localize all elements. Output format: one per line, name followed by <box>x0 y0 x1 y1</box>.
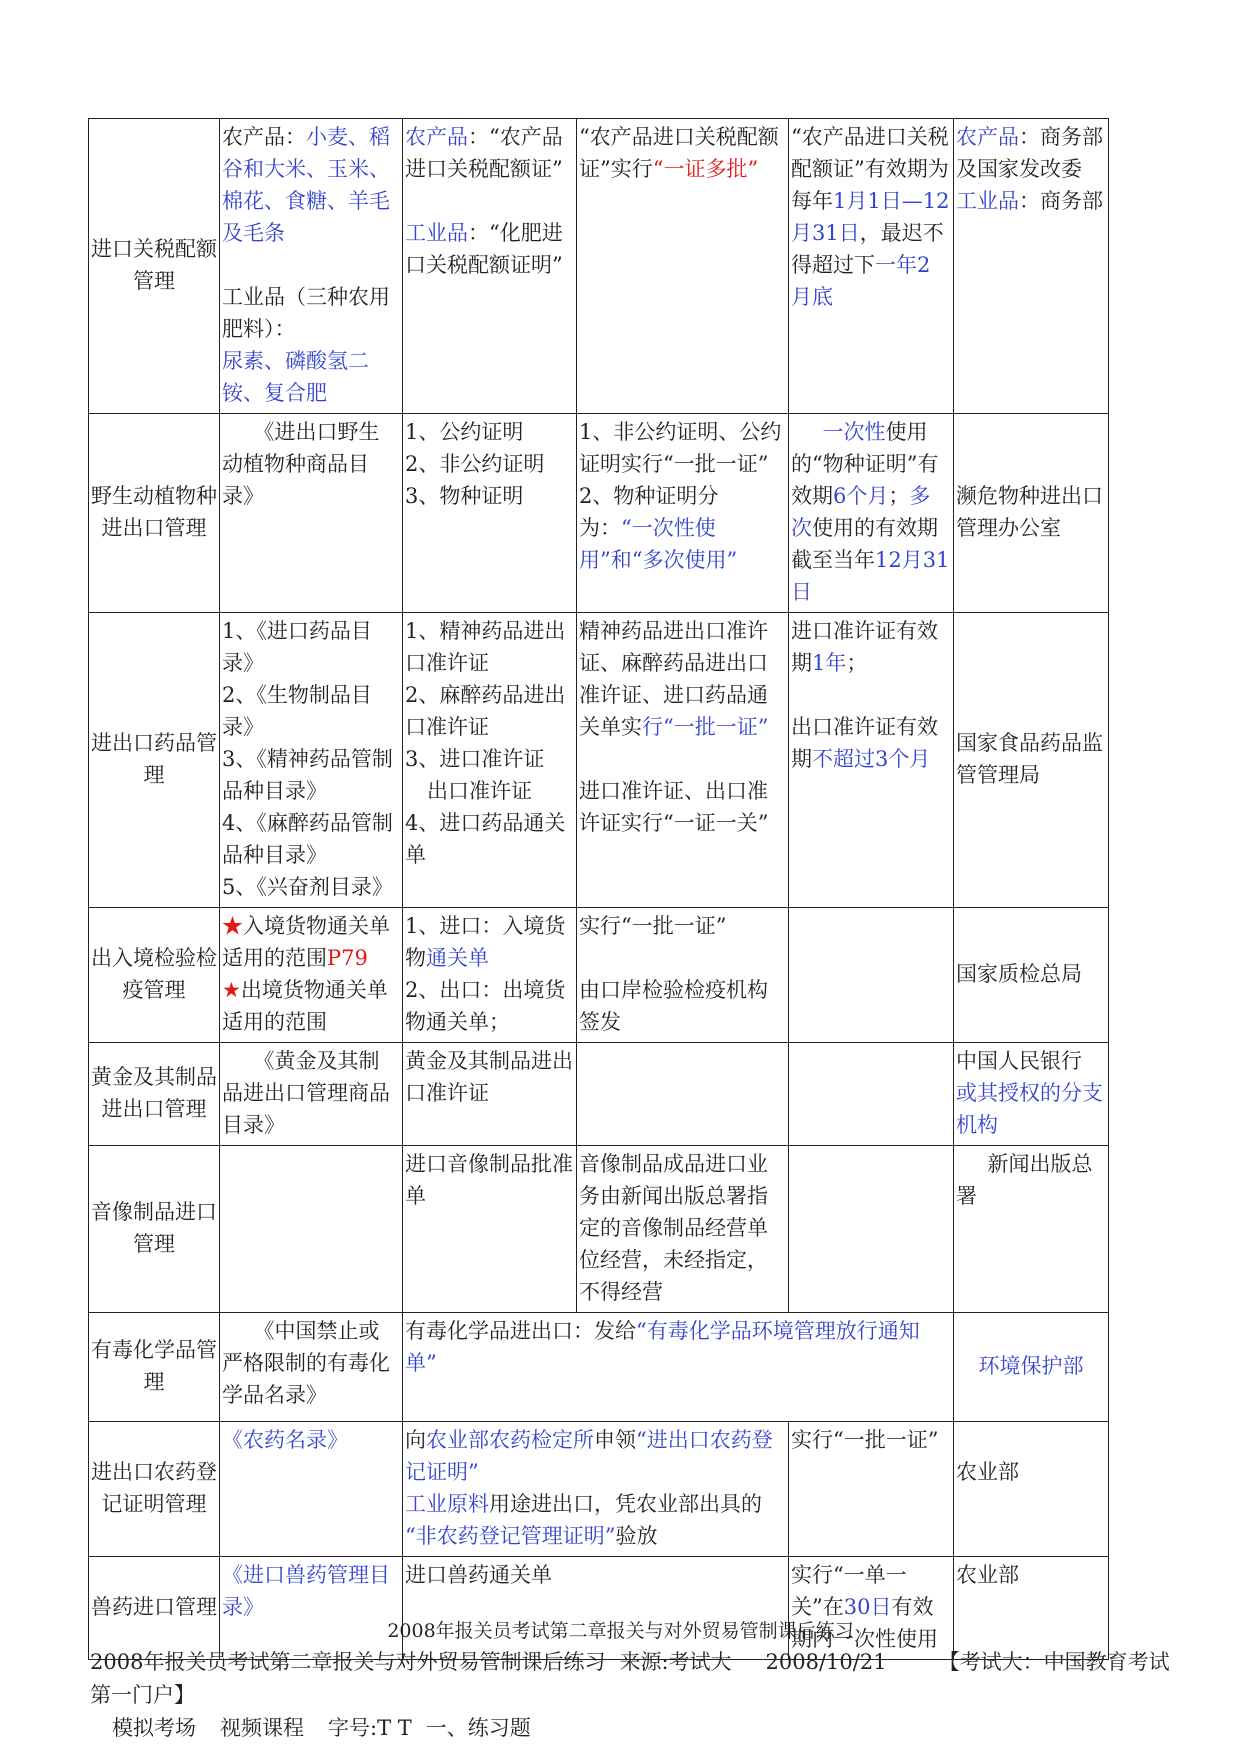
link-mock-exam[interactable]: 模拟考场 <box>112 1716 196 1740</box>
cell-authority: 环境保护部 <box>954 1313 1109 1422</box>
cell-license: 向农业部农药检定所申领“进出口农药登记证明” 工业原料用途进出口，凭农业部出具的 “非农药登记管理证明”验放 <box>403 1422 789 1557</box>
cell-rule: “农产品进口关税配额证”实行“一证多批” <box>577 119 789 414</box>
row-header: 进出口农药登记证明管理 <box>89 1422 220 1557</box>
cell-authority: 新闻出版总署 <box>954 1146 1109 1313</box>
cell-authority: 农产品：商务部及国家发改委 工业品：商务部 <box>954 119 1109 414</box>
row-header: 出入境检验检疫管理 <box>89 908 220 1043</box>
cell-rule: 音像制品成品进口业务由新闻出版总署指定的音像制品经营单位经营，未经指定，不得经营 <box>577 1146 789 1313</box>
table-row <box>89 119 1109 414</box>
cell-catalog: 《农药名录》 <box>220 1422 403 1557</box>
trade-control-table <box>88 118 1109 1660</box>
cell-license: 1、公约证明 2、非公约证明 3、物种证明 <box>403 414 577 613</box>
cell-catalog: 1、《进口药品目录》 2、《生物制品目录》 3、《精神药品管制品种目录》 4、《麻醉药品管制品种目录》 5、《兴奋剂目录》 <box>220 613 403 908</box>
article-title: 2008年报关员考试第二章报关与对外贸易管制课后练习 <box>90 1650 606 1674</box>
cell-authority: 濒危物种进出口管理办公室 <box>954 414 1109 613</box>
article-footer <box>90 1646 1190 1745</box>
cell-catalog <box>220 1146 403 1313</box>
cell-validity: 进口准许证有效期1年； 出口准许证有效期不超过3个月 <box>789 613 954 908</box>
article-source: 来源:考试大 <box>619 1650 732 1674</box>
cell-validity: 实行“一单一关”在30日有效期内一次性使用 <box>789 1557 954 1660</box>
cell-license: 农产品：“农产品进口关税配额证” 工业品：“化肥进口关税配额证明” <box>403 119 577 414</box>
cell-license: 进口音像制品批准单 <box>403 1146 577 1313</box>
cell-rule: 实行“一批一证” 由口岸检验检疫机构签发 <box>577 908 789 1043</box>
row-header: 音像制品进口管理 <box>89 1146 220 1313</box>
table-row <box>89 414 1109 613</box>
cell-license: 1、精神药品进出口准许证 2、麻醉药品进出口准许证 3、进口准许证 出口准许证 4、进口药品通关单 <box>403 613 577 908</box>
cell-catalog: 《黄金及其制品进出口管理商品目录》 <box>220 1043 403 1146</box>
cell-authority: 农业部 <box>954 1557 1109 1660</box>
row-header: 进口关税配额管理 <box>89 119 220 414</box>
cell-authority: 国家食品药品监管管理局 <box>954 613 1109 908</box>
table-row <box>89 1146 1109 1313</box>
portal-label: 【考试大：中国教育考试第一门户】 <box>90 1650 1170 1707</box>
cell-rule: 1、非公约证明、公约证明实行“一批一证” 2、物种证明分为：“一次性使用”和“多次使用” <box>577 414 789 613</box>
table-row <box>89 1422 1109 1557</box>
table-row <box>89 1043 1109 1146</box>
cell-catalog: 农产品：小麦、稻谷和大米、玉米、棉花、食糖、羊毛及毛条 工业品（三种农用肥料）： 尿素、磷酸氢二铵、复合肥 <box>220 119 403 414</box>
page-caption: 2008年报关员考试第二章报关与对外贸易管制课后练习 <box>387 1620 854 1642</box>
table-row <box>89 613 1109 908</box>
article-date: 2008/10/21 <box>765 1650 887 1674</box>
table-row <box>89 908 1109 1043</box>
star-icon: ★ <box>222 978 241 1002</box>
cell-rule: 精神药品进出口准许证、麻醉药品进出口准许证、进口药品通关单实行“一批一证” 进口准许证、出口准许证实行“一证一关” <box>577 613 789 908</box>
cell-license: 1、进口：入境货物通关单 2、出口：出境货物通关单； <box>403 908 577 1043</box>
cell-catalog: 《中国禁止或严格限制的有毒化学品名录》 <box>220 1313 403 1422</box>
row-header: 进出口药品管理 <box>89 613 220 908</box>
cell-validity <box>789 1043 954 1146</box>
cell-catalog: ★入境货物通关单适用的范围P79 ★出境货物通关单适用的范围 <box>220 908 403 1043</box>
cell-authority: 农业部 <box>954 1422 1109 1557</box>
link-video-course[interactable]: 视频课程 <box>220 1716 304 1740</box>
cell-license: 进口兽药通关单 <box>403 1557 789 1660</box>
section-heading: 一、练习题 <box>425 1716 531 1740</box>
row-header: 野生动植物种进出口管理 <box>89 414 220 613</box>
table-row <box>89 1313 1109 1422</box>
cell-license: 有毒化学品进出口：发给“有毒化学品环境管理放行通知单” <box>403 1313 954 1422</box>
cell-validity: 一次性使用的“物种证明”有效期6个月；多次使用的有效期截至当年12月31日 <box>789 414 954 613</box>
cell-authority: 国家质检总局 <box>954 908 1109 1043</box>
cell-validity <box>789 908 954 1043</box>
cell-rule <box>577 1043 789 1146</box>
row-header: 黄金及其制品进出口管理 <box>89 1043 220 1146</box>
row-header: 有毒化学品管理 <box>89 1313 220 1422</box>
star-icon: ★ <box>222 914 243 938</box>
cell-catalog: 《进口兽药管理目录》 <box>220 1557 403 1660</box>
row-header: 兽药进口管理 <box>89 1557 220 1660</box>
cell-validity: 实行“一批一证” <box>789 1422 954 1557</box>
cell-authority: 中国人民银行 或其授权的分支机构 <box>954 1043 1109 1146</box>
cell-validity <box>789 1146 954 1313</box>
font-size-control[interactable]: 字号:T T <box>328 1716 412 1740</box>
cell-validity: “农产品进口关税配额证”有效期为每年1月1日—12月31日，最迟不得超过下一年2月底 <box>789 119 954 414</box>
cell-license: 黄金及其制品进出口准许证 <box>403 1043 577 1146</box>
cell-catalog: 《进出口野生动植物种商品目录》 <box>220 414 403 613</box>
